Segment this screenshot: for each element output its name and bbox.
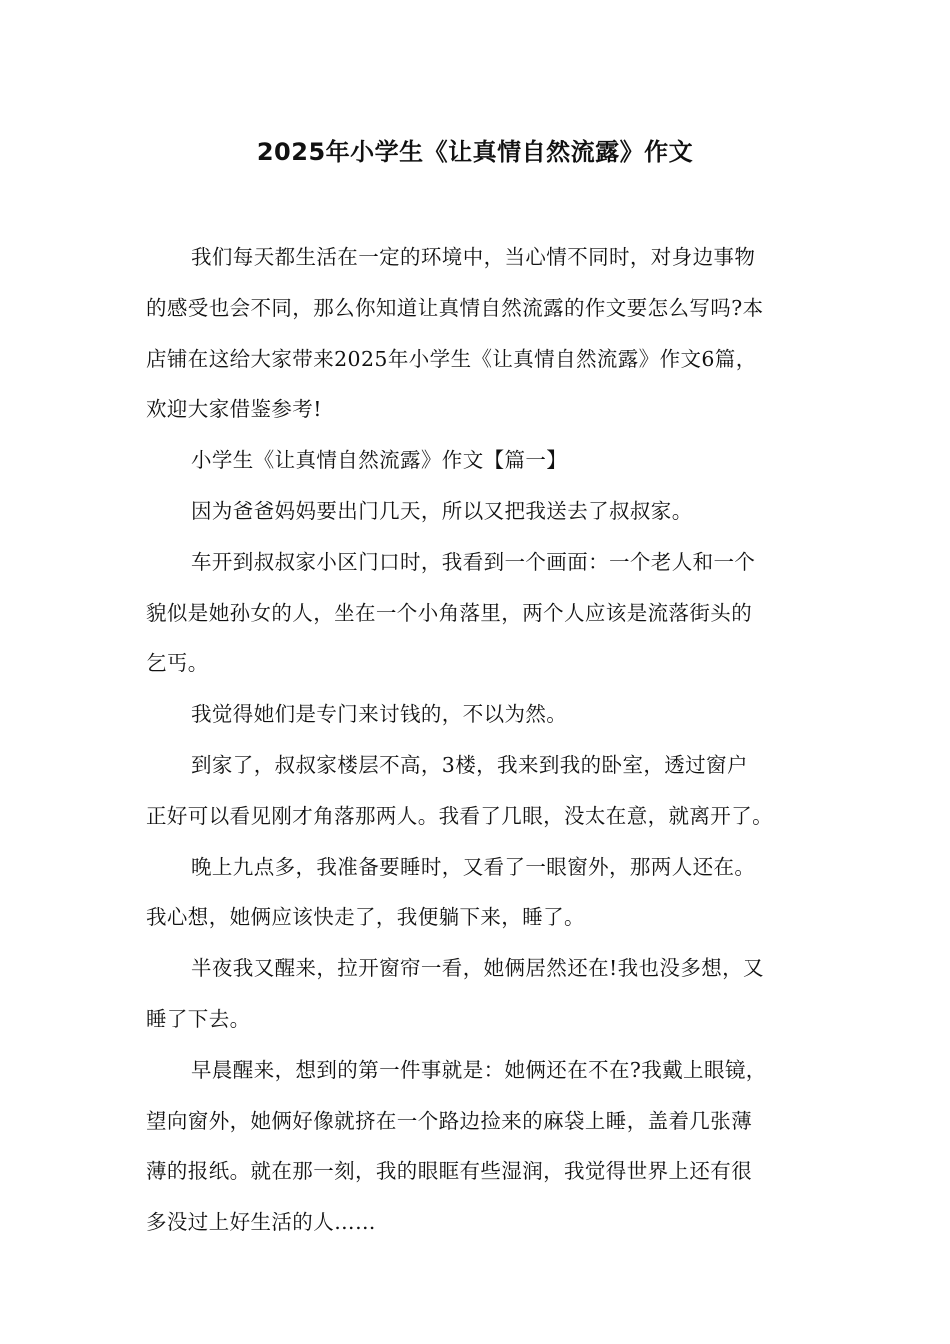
paragraph-line: 因为爸爸妈妈要出门几天，所以又把我送去了叔叔家。: [191, 498, 693, 523]
paragraph-line: 多没过上好生活的人……: [146, 1210, 376, 1235]
paragraph-line: 貌似是她孙女的人，坐在一个小角落里，两个人应该是流落街头的: [146, 600, 753, 625]
paragraph-line: 的感受也会不同，那么你知道让真情自然流露的作文要怎么写吗?本: [146, 295, 764, 320]
paragraph-line: 小学生《让真情自然流露》作文【篇一】: [191, 448, 568, 473]
paragraph: [146, 689, 806, 740]
paragraph: [146, 842, 806, 944]
paragraph-line: 我觉得她们是专门来讨钱的，不以为然。: [191, 702, 568, 727]
paragraph-line: 欢迎大家借鉴参考!: [146, 397, 322, 422]
paragraph-line: 我们每天都生活在一定的环境中，当心情不同时，对身边事物: [191, 245, 756, 269]
paragraph-line: 望向窗外，她俩好像就挤在一个路边捡来的麻袋上睡，盖着几张薄: [146, 1108, 753, 1133]
paragraph-line: 店铺在这给大家带来2025年小学生《让真情自然流露》作文6篇，: [146, 346, 757, 371]
paragraph-line: 晚上九点多，我准备要睡时，又看了一眼窗外，那两人还在。: [191, 854, 756, 879]
paragraph: [146, 486, 806, 537]
paragraph: [146, 232, 806, 435]
document-title: 2025年小学生《让真情自然流露》作文: [256, 138, 694, 166]
paragraph: [146, 1045, 806, 1248]
paragraph: [146, 435, 806, 486]
paragraph-line: 早晨醒来，想到的第一件事就是：她俩还在不在?我戴上眼镜，: [191, 1057, 767, 1082]
paragraph: [146, 537, 806, 689]
paragraph-line: 到家了，叔叔家楼层不高，3楼，我来到我的卧室，透过窗户: [191, 752, 748, 777]
paragraph-line: 睡了下去。: [146, 1006, 251, 1031]
paragraph-line: 我心想，她俩应该快走了，我便躺下来，睡了。: [146, 905, 585, 930]
document-body: [146, 232, 806, 1248]
paragraph-line: 车开到叔叔家小区门口时，我看到一个画面：一个老人和一个: [191, 549, 756, 574]
paragraph: [146, 740, 806, 842]
paragraph: [146, 943, 806, 1045]
paragraph-line: 正好可以看见刚才角落那两人。我看了几眼，没太在意，就离开了。: [146, 803, 773, 828]
paragraph-line: 半夜我又醒来，拉开窗帘一看，她俩居然还在!我也没多想，又: [191, 956, 764, 981]
paragraph-line: 薄的报纸。就在那一刻，我的眼眶有些湿润，我觉得世界上还有很: [146, 1159, 753, 1184]
paragraph-line: 乞丐。: [146, 651, 209, 676]
